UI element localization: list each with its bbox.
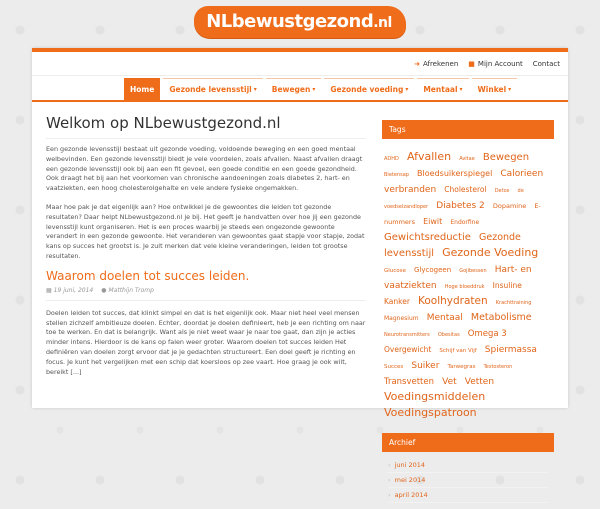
tag-link[interactable]: de: [517, 188, 524, 194]
tag-link[interactable]: Obesitas: [437, 332, 460, 338]
tag-link[interactable]: Eiwit: [423, 217, 443, 226]
sidebar: [382, 120, 554, 509]
tag-link[interactable]: Detox: [494, 188, 510, 194]
tag-link[interactable]: Neurotransmitters: [384, 332, 430, 338]
nav-item-label: Mentaal: [423, 85, 458, 94]
nav-item-label: Gezonde voeding: [330, 85, 404, 94]
nav-item-label: Winkel: [477, 85, 507, 94]
nav-item-mentaal[interactable]: [417, 78, 468, 100]
archive-widget: [382, 433, 554, 509]
archive-item-label: april 2014: [394, 491, 428, 499]
site-header: [0, 6, 600, 38]
chevron-down-icon: ▾: [459, 86, 463, 93]
tag-link[interactable]: Bloedsuikerspiegel: [417, 169, 493, 178]
nav-item-label: Bewegen: [271, 85, 311, 94]
nav-item-bewegen[interactable]: [266, 78, 322, 100]
tag-link[interactable]: Koolhydraten: [418, 295, 488, 307]
tag-link[interactable]: Gezonde Voeding: [442, 246, 539, 259]
page-container: [32, 48, 568, 499]
tag-link[interactable]: Insuline: [492, 281, 522, 290]
post-title[interactable]: Waarom doelen tot succes leiden.: [46, 268, 250, 283]
tag-link[interactable]: Tarwegras: [447, 364, 476, 370]
archive-list: [382, 452, 554, 509]
tag-link[interactable]: ADHD: [384, 156, 399, 162]
tag-link[interactable]: Hart- en: [494, 265, 532, 275]
nav-item-label: Home: [130, 85, 155, 94]
tags-widget: [382, 120, 554, 427]
tag-link[interactable]: Vet: [442, 377, 457, 387]
nav-item-gezonde-levensstijl[interactable]: [163, 78, 262, 100]
my-account-link[interactable]: ■ Mijn Account: [468, 59, 523, 68]
calendar-icon: ▦: [46, 286, 52, 294]
main-navigation: [32, 76, 568, 102]
tag-link[interactable]: Schijf van Vijf: [439, 348, 477, 354]
checkout-link[interactable]: ➜ Afrekenen: [414, 59, 459, 68]
tag-link[interactable]: Mentaal: [426, 313, 463, 323]
bullet-icon: ›: [388, 476, 391, 484]
tag-link[interactable]: Omega 3: [467, 329, 507, 339]
tag-link[interactable]: voedselzandloper: [384, 204, 429, 210]
tag-link[interactable]: Testosteron: [483, 364, 513, 370]
tag-link[interactable]: Avitae: [459, 156, 475, 162]
intro-paragraph-1: Een gezonde levensstijl bestaat uit gezonde voeding, voldoende beweging en een goed mentaal welbevinden. Een gezonde levensstijl biedt je vele voordelen, zoals afvallen. Naast afvallen draagt een gezonde levensstijl ook bij aan een fit gevoel, een goede conditie en een goede gezondheid. Ook draagt het bij aan het voorkomen van chronische aandoeningen zoals diabetes 2, hart- en vaatziekten, een hoog cholesterolgehalte en vele andere fysieke ongemakken.: [46, 145, 363, 193]
nav-item-label: Gezonde levensstijl: [169, 85, 252, 94]
nav-item-home[interactable]: [124, 78, 160, 100]
chevron-down-icon: ▾: [508, 86, 512, 93]
tag-link[interactable]: Afvallen: [406, 150, 452, 163]
tag-link[interactable]: Overgewicht: [384, 345, 432, 354]
archive-item[interactable]: [388, 473, 548, 488]
post-date: ▦ 19 juni, 2014: [46, 286, 94, 294]
tag-link[interactable]: Diabetes 2: [436, 201, 485, 211]
user-icon: ●: [101, 286, 107, 294]
tag-link[interactable]: Spiermassa: [484, 345, 537, 355]
main-content: [46, 114, 366, 386]
site-logo[interactable]: NLbewustgezond.nl: [194, 6, 406, 38]
tag-link[interactable]: Hoge bloeddruk: [444, 284, 485, 290]
chevron-down-icon: ▾: [253, 86, 257, 93]
tag-link[interactable]: Metabolisme: [470, 312, 532, 323]
contact-link[interactable]: Contact: [532, 59, 560, 68]
nav-item-gezonde-voeding[interactable]: [324, 78, 414, 100]
tag-link[interactable]: Calorieen: [500, 169, 544, 179]
tag-link[interactable]: Krachttraining: [495, 300, 532, 306]
tag-link[interactable]: vaatziekten: [384, 281, 437, 291]
archive-widget-title: Archief: [382, 433, 554, 452]
tag-link[interactable]: Succes: [384, 364, 404, 370]
bullet-icon: ›: [388, 461, 391, 469]
tag-link[interactable]: Bewegen: [482, 152, 530, 163]
post-excerpt: Doelen leiden tot succes, dat klinkt simpel en dat is het eigenlijk ook. Maar niet heel veel mensen stellen zichzelf ambitieuze doelen. Echter, doordat je doelen definieert, heb je een richting om naar toe te werken. En dat is belangrijk. Want als je niet weet waar je naar toe gaat, dan zijn je acties minder intens. Hierdoor is de kans op falen weer groter. Waarom doelen tot succes leiden Het definiëren van doelen zorgt ervoor dat je je gedachten structureert. Een doel geeft je richting en focus. Je kunt het vergelijken met een schip dat koersloos op zee vaart. Hoe graag je ook wilt, bereikt [...]: [46, 308, 366, 376]
tag-link[interactable]: Bietensap: [384, 172, 409, 178]
tag-link[interactable]: Magnesium: [384, 315, 419, 322]
tag-link[interactable]: Gojibessen: [459, 268, 487, 274]
bullet-icon: ›: [388, 491, 391, 499]
tag-link[interactable]: Endorfine: [450, 219, 480, 226]
lock-icon: ■: [468, 59, 475, 68]
top-bar: [32, 52, 568, 76]
tag-link[interactable]: Cholesterol: [444, 185, 487, 194]
tag-link[interactable]: Gezonde: [479, 232, 521, 243]
cart-icon: ➜: [414, 59, 420, 68]
tag-link[interactable]: Dopamine: [492, 202, 527, 210]
tag-link[interactable]: Gewichtsreductie: [384, 232, 471, 243]
tag-link[interactable]: Kanker: [384, 297, 410, 306]
tag-link[interactable]: E-nummers: [384, 202, 541, 226]
tag-link[interactable]: Suiker: [411, 361, 440, 371]
post-meta: [46, 287, 366, 301]
archive-item-label: juni 2014: [394, 461, 426, 469]
tag-link[interactable]: Glycogeen: [414, 266, 452, 274]
tag-link[interactable]: Voedingsmiddelen: [384, 390, 486, 403]
post-author[interactable]: ● Matthijn Tromp: [101, 286, 154, 294]
archive-item[interactable]: [388, 458, 548, 473]
tag-cloud: [382, 139, 554, 427]
tags-widget-title: Tags: [382, 120, 554, 139]
tag-link[interactable]: verbranden: [384, 185, 437, 195]
tag-link[interactable]: Vetten: [464, 377, 495, 387]
intro-paragraph-2: Maar hoe pak je dat eigenlijk aan? Hoe ontwikkel je de gewoontes die leiden tot gezonde resultaten? Daar helpt NLbewustgezond.nl je bij. Het geeft je handvatten over hoe jij een gezonde levensstijl kunt organiseren. Het is een proces waarbij je steeds een ongezonde gewoonte verandert in een gezonde gewoonte. Het veranderen van gewoontes gaat stapje voor stapje, zodat kans op succes het grootst is. Je zult merken dat vele kleine veranderingen, leiden tot grootse resultaten.: [46, 202, 365, 260]
archive-item-label: mei 2014: [394, 476, 426, 484]
tag-link[interactable]: Voedingspatroon: [384, 406, 477, 419]
tag-link[interactable]: levensstijl: [384, 248, 435, 259]
chevron-down-icon: ▾: [405, 86, 409, 93]
tag-link[interactable]: Glucose: [384, 268, 406, 274]
page-title: Welkom op NLbewustgezond.nl: [46, 114, 366, 139]
archive-item[interactable]: [388, 488, 548, 503]
tag-link[interactable]: Transvetten: [384, 377, 435, 387]
nav-item-winkel[interactable]: [472, 78, 518, 100]
chevron-down-icon: ▾: [312, 86, 316, 93]
nav-list: [124, 78, 520, 100]
